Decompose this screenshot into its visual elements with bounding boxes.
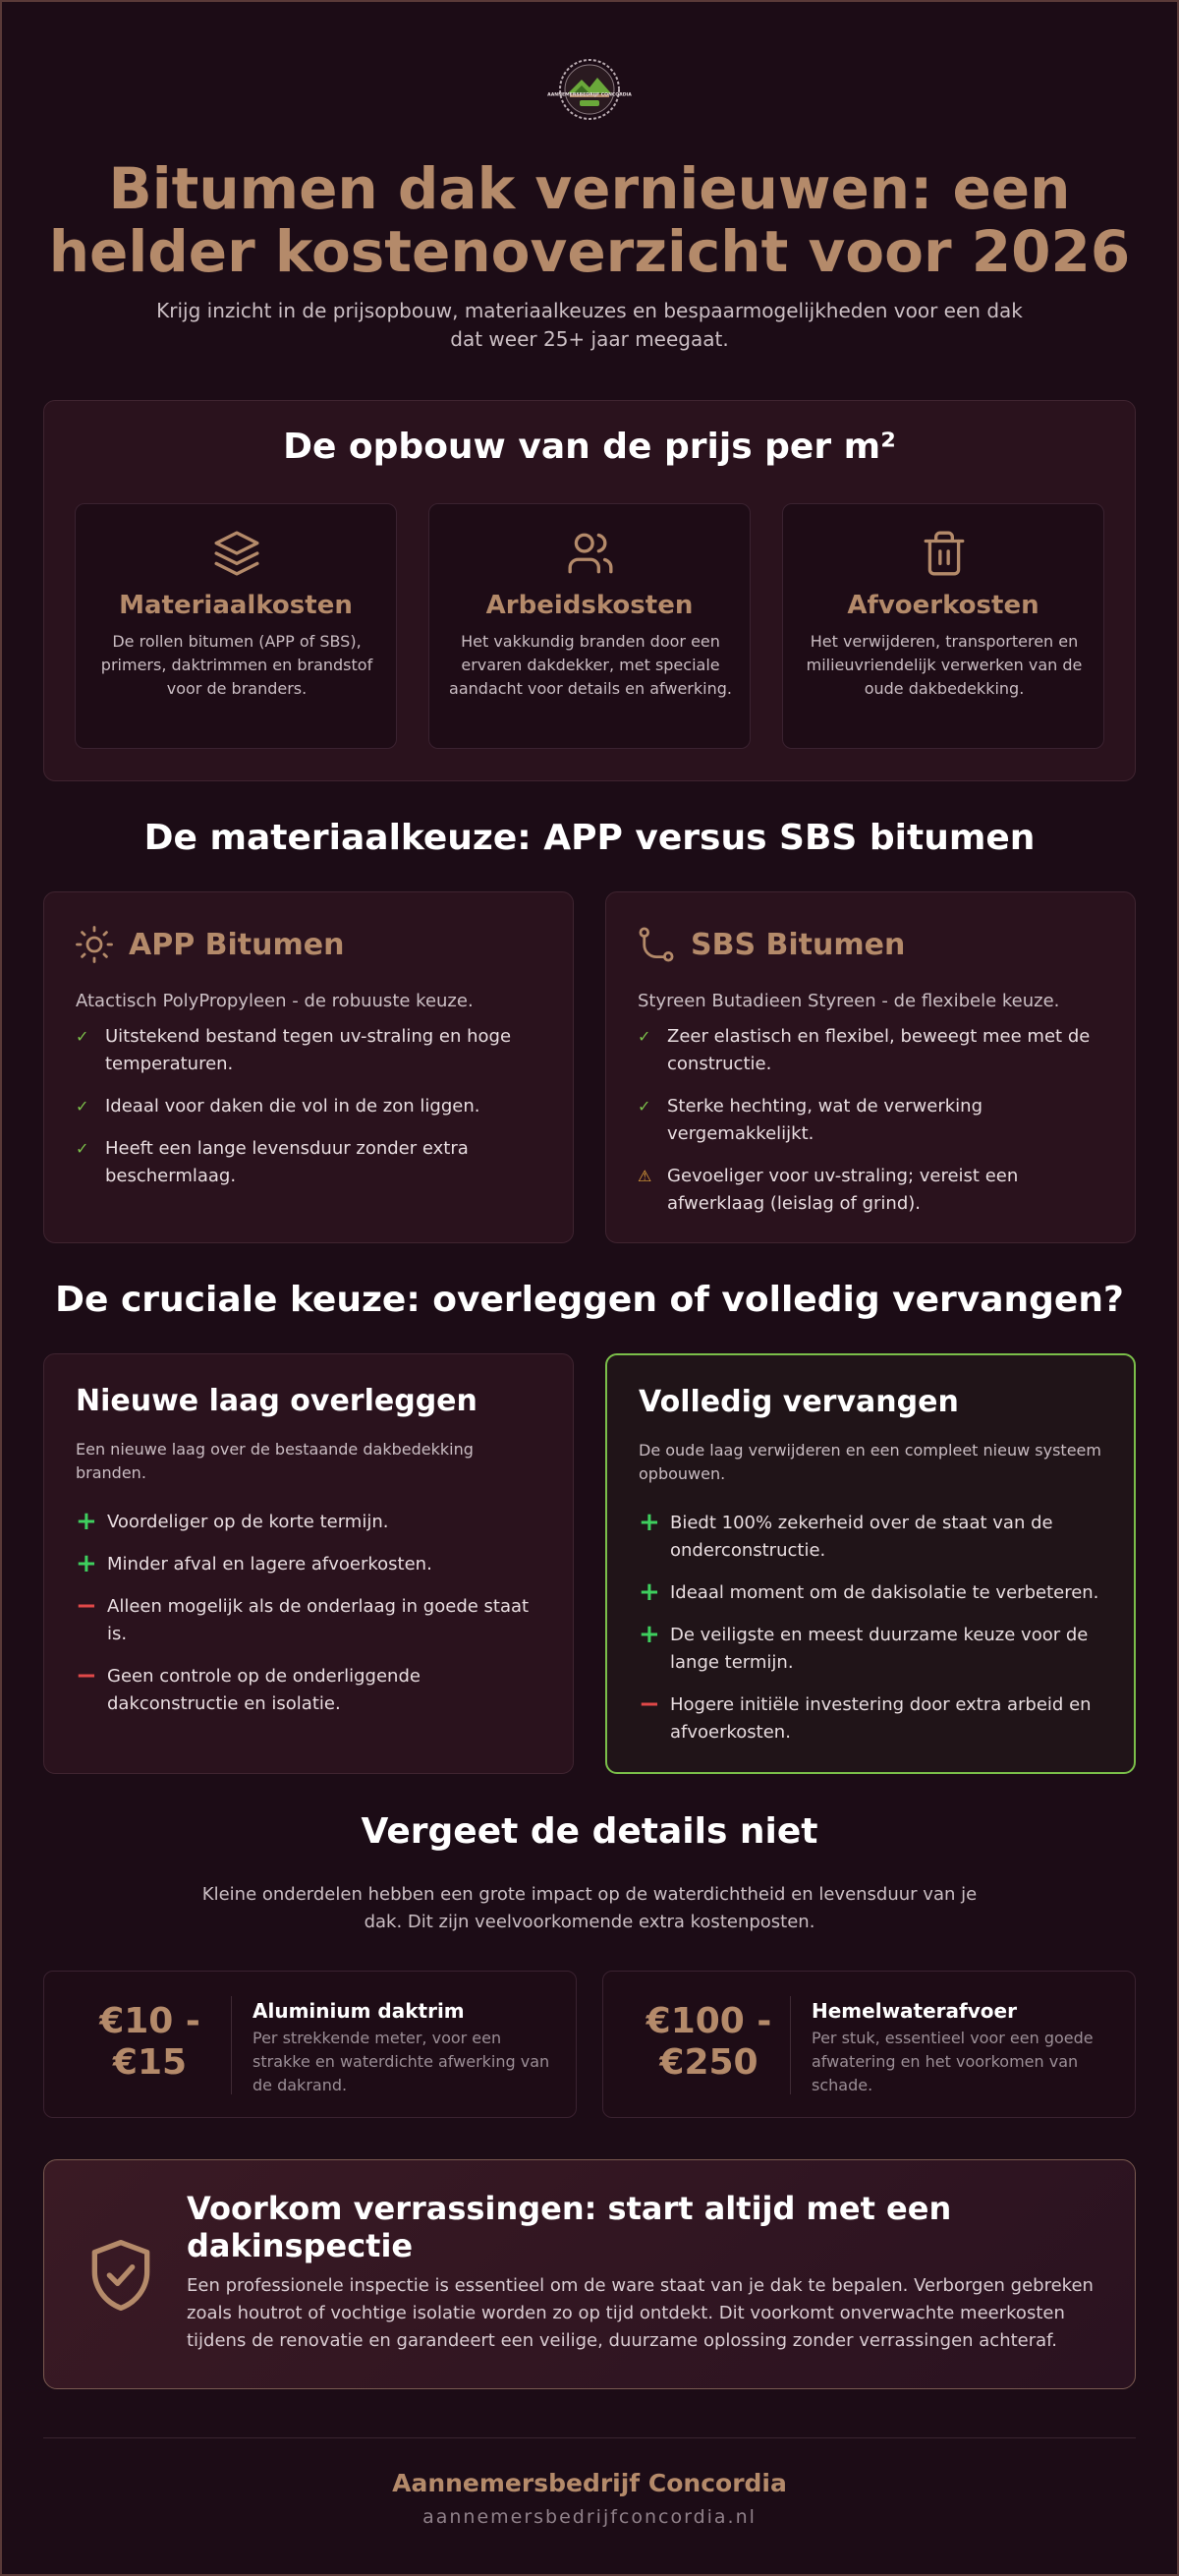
details-title: Vergeet de details niet — [361, 1811, 818, 1852]
detail-price: €10 - €15 — [99, 2001, 200, 2083]
cost-card-title: Arbeidskosten — [485, 591, 694, 620]
inspection-text: Een professionele inspectie is essentieel om de ware staat van je dak te bepalen. Verborgen gebreken zoals houtrot of vochtige isolatie worden zo op tijd ontdekt. Dit voorkomt onverwachte meerkosten tijdens de renovatie en garandeert een veilige, duurzame oplossing zonder verrassingen achteraf. — [187, 2275, 1094, 2351]
list-item: − Geen controle op de onderliggende dakconstructie en isolatie. — [76, 1661, 421, 1714]
list-item: ⚠ Gevoeliger voor uv-straling; vereist een afwerklaag (leislag of grind). — [638, 1163, 1105, 1218]
list-item: + Voordeliger op de korte termijn. — [76, 1507, 389, 1536]
check-icon: ✓ — [76, 1139, 89, 1158]
footer-divider — [43, 2437, 1136, 2438]
minus-icon: − — [76, 1661, 97, 1690]
list-item: + Ideaal moment om de dakisolatie te verbeteren. — [639, 1577, 1099, 1607]
material-card-sbs — [605, 891, 1136, 1243]
minus-icon: − — [76, 1591, 97, 1621]
cost-card-text: Het verwijderen, transporteren en milieuvriendelijk verwerken van de oude dakbedekking. — [806, 632, 1083, 698]
option-card-replace — [605, 1353, 1136, 1774]
details-intro: Kleine onderdelen hebben een grote impact op de waterdichtheid en levensduur van je dak. Dit zijn veelvoorkomende extra kostenposten. — [201, 1884, 978, 1932]
detail-card-daktrim — [43, 1971, 577, 2118]
sun-icon — [74, 924, 115, 965]
price-breakdown-title: De opbouw van de prijs per m² — [283, 427, 896, 467]
list-item: − Alleen mogelijk als de onderlaag in goede staat is. — [76, 1591, 530, 1644]
list-item: + De veiligste en meest duurzame keuze voor de lange termijn. — [639, 1620, 1089, 1673]
material-card-subtitle: Atactisch PolyPropyleen - de robuuste keuze. — [76, 991, 474, 1011]
cost-card-material — [75, 503, 397, 749]
detail-price: €100 - €250 — [646, 2001, 772, 2083]
list-item: + Biedt 100% zekerheid over de staat van de onderconstructie. — [639, 1508, 1053, 1561]
plus-icon: + — [639, 1577, 660, 1607]
list-item: + Minder afval en lagere afvoerkosten. — [76, 1549, 432, 1578]
cost-card-disposal — [782, 503, 1104, 749]
footer-company-name: Aannemersbedrijf Concordia — [392, 2469, 787, 2497]
page-subtitle: Krijg inzicht in de prijsopbouw, materiaalkeuzes en bespaarmogelijkheden voor een dak dat weer 25+ jaar meegaat. — [156, 299, 1023, 351]
trash-icon — [920, 529, 969, 578]
cost-card-title: Afvoerkosten — [847, 591, 1039, 620]
flex-icon — [636, 924, 677, 965]
detail-text: Per strekkende meter, voor een strakke en waterdichte afwerking van de dakrand. — [253, 2029, 550, 2094]
option-card-subtitle: De oude laag verwijderen en een compleet nieuw systeem opbouwen. — [639, 1441, 1101, 1483]
material-card-title: SBS Bitumen — [691, 927, 906, 962]
material-points — [76, 1023, 543, 1205]
list-item: ✓ Heeft een lange levensduur zonder extra beschermlaag. — [76, 1135, 543, 1190]
divider — [231, 1996, 232, 2094]
check-icon: ✓ — [638, 1097, 651, 1116]
material-card-app — [43, 891, 574, 1243]
layers-icon — [212, 529, 261, 578]
cost-card-title: Materiaalkosten — [119, 591, 353, 620]
detail-card-hemelwaterafvoer — [602, 1971, 1136, 2118]
material-card-title: APP Bitumen — [129, 927, 345, 962]
list-item: ✓ Sterke hechting, wat de verwerking vergemakkelijkt. — [638, 1093, 1105, 1148]
option-points — [639, 1510, 1104, 1761]
detail-title: Hemelwaterafvoer — [812, 1999, 1017, 2023]
company-logo[interactable] — [540, 54, 639, 133]
list-item: ✓ Zeer elastisch en flexibel, beweegt mee met de constructie. — [638, 1023, 1105, 1078]
list-item: − Hogere initiële investering door extra arbeid en afvoerkosten. — [639, 1689, 1092, 1743]
option-card-subtitle: Een nieuwe laag over de bestaande dakbedekking branden. — [76, 1440, 474, 1482]
cost-card-labor — [428, 503, 751, 749]
plus-icon: + — [639, 1620, 660, 1649]
list-item: ✓ Uitstekend bestand tegen uv-straling en hoge temperaturen. — [76, 1023, 543, 1078]
check-icon: ✓ — [638, 1027, 651, 1046]
list-item: ✓ Ideaal voor daken die vol in de zon liggen. — [76, 1093, 543, 1120]
warning-icon: ⚠ — [638, 1167, 652, 1185]
users-icon — [566, 529, 615, 578]
cost-card-text: De rollen bitumen (APP of SBS), primers, daktrimmen en brandstof voor de branders. — [100, 632, 373, 698]
material-card-subtitle: Styreen Butadieen Styreen - de flexibele keuze. — [638, 991, 1060, 1011]
cost-card-text: Het vakkundig branden door een ervaren dakdekker, met speciale aandacht voor details en afwerking. — [449, 632, 732, 698]
detail-title: Aluminium daktrim — [253, 1999, 465, 2023]
page-title: Bitumen dak vernieuwen: een helder kostenoverzicht voor 2026 — [48, 155, 1131, 285]
options-title: De cruciale keuze: overleggen of volledig vervangen? — [55, 1280, 1124, 1320]
option-points — [76, 1509, 543, 1733]
check-icon: ✓ — [76, 1097, 89, 1116]
plus-icon: + — [76, 1507, 97, 1536]
option-card-overlay — [43, 1353, 574, 1774]
shield-check-icon — [82, 2236, 160, 2315]
option-card-title: Nieuwe laag overleggen — [76, 1384, 477, 1418]
inspection-callout — [43, 2159, 1136, 2389]
plus-icon: + — [76, 1549, 97, 1578]
minus-icon: − — [639, 1689, 660, 1719]
materials-title: De materiaalkeuze: APP versus SBS bitumen — [143, 818, 1036, 858]
detail-text: Per stuk, essentieel voor een goede afwatering en het voorkomen van schade. — [812, 2029, 1094, 2094]
material-points — [638, 1023, 1105, 1232]
check-icon: ✓ — [76, 1027, 89, 1046]
option-card-title: Volledig vervangen — [639, 1385, 959, 1419]
inspection-title: Voorkom verrassingen: start altijd met een dakinspectie — [187, 2190, 952, 2264]
footer-url-link[interactable]: aannemersbedrijfconcordia.nl — [422, 2506, 757, 2528]
divider — [790, 1996, 791, 2094]
plus-icon: + — [639, 1508, 660, 1537]
svg-text:AANNEMERSBEDRIJF CONCORDIA: AANNEMERSBEDRIJF CONCORDIA — [547, 92, 632, 98]
